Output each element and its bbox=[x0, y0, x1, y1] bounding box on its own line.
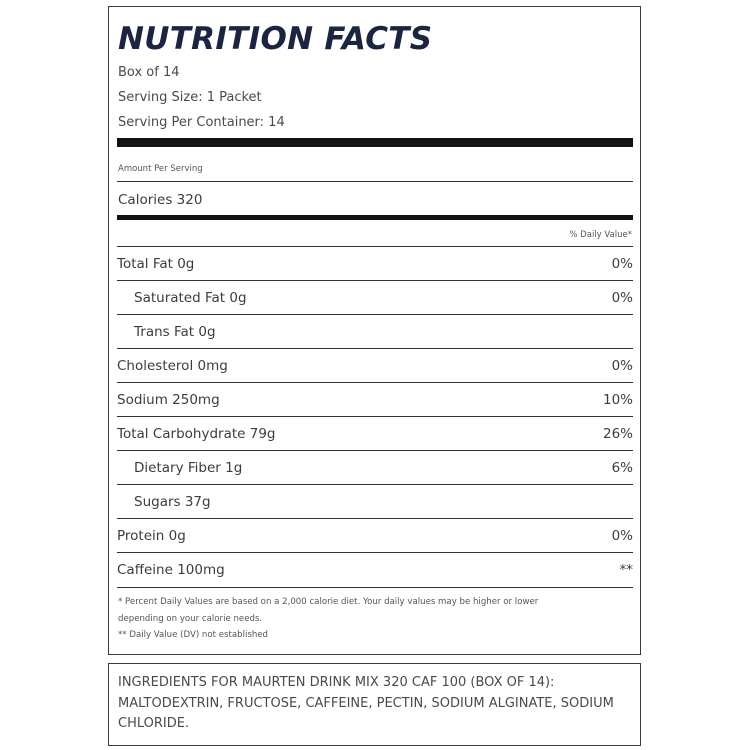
amount-per-serving-label: Amount Per Serving bbox=[118, 164, 203, 174]
footnote-daily-values: * Percent Daily Values are based on a 2,000 calorie diet. Your daily values may be higher or lower bbox=[118, 597, 539, 607]
nutrient-daily-value: 6% bbox=[611, 460, 633, 476]
servings-per-container: Serving Per Container: 14 bbox=[118, 115, 285, 130]
ingredients-text: INGREDIENTS FOR MAURTEN DRINK MIX 320 CAF 100 (BOX OF 14): MALTODEXTRIN, FRUCTOSE, CAFFEINE, PECTIN, SODIUM ALGINATE, SODIUM CHLORIDE. bbox=[118, 675, 614, 731]
nutrient-row bbox=[117, 417, 633, 451]
divider bbox=[117, 181, 633, 182]
box-count: Box of 14 bbox=[118, 65, 180, 80]
daily-value-header: % Daily Value* bbox=[569, 230, 632, 240]
nutrient-label: Trans Fat 0g bbox=[134, 324, 216, 340]
nutrient-row bbox=[117, 451, 633, 485]
medium-divider bbox=[117, 215, 633, 220]
nutrient-row bbox=[117, 519, 633, 553]
nutrient-label: Caffeine 100mg bbox=[117, 562, 225, 578]
nutrient-daily-value: 0% bbox=[611, 358, 633, 374]
nutrient-label: Total Fat 0g bbox=[117, 256, 195, 272]
nutrient-daily-value: 0% bbox=[611, 256, 633, 272]
nutrient-label: Cholesterol 0mg bbox=[117, 358, 228, 374]
thick-divider bbox=[117, 138, 633, 147]
serving-size: Serving Size: 1 Packet bbox=[118, 90, 262, 105]
nutrient-daily-value: 0% bbox=[611, 528, 633, 544]
nutrition-facts-panel bbox=[108, 6, 641, 655]
nutrient-row bbox=[117, 553, 633, 587]
nutrient-row bbox=[117, 247, 633, 281]
divider bbox=[117, 587, 633, 588]
nutrient-daily-value: 0% bbox=[611, 290, 633, 306]
nutrient-daily-value: 26% bbox=[602, 426, 633, 442]
nutrient-label: Sugars 37g bbox=[134, 494, 211, 510]
nutrient-label: Sodium 250mg bbox=[117, 392, 220, 408]
nutrition-facts-title: NUTRITION FACTS bbox=[118, 21, 433, 57]
nutrient-row bbox=[117, 383, 633, 417]
nutrient-label: Saturated Fat 0g bbox=[134, 290, 247, 306]
calories: Calories 320 bbox=[118, 192, 203, 208]
nutrient-daily-value: 10% bbox=[602, 392, 633, 408]
nutrient-row bbox=[117, 485, 633, 519]
nutrient-row bbox=[117, 349, 633, 383]
footnote-dv-not-established: ** Daily Value (DV) not established bbox=[118, 630, 269, 640]
nutrient-label: Total Carbohydrate 79g bbox=[117, 426, 276, 442]
nutrient-row bbox=[117, 315, 633, 349]
nutrient-daily-value: ** bbox=[619, 562, 633, 578]
footnote-calorie-needs: depending on your calorie needs. bbox=[118, 614, 263, 624]
ingredients-panel bbox=[108, 663, 641, 746]
nutrient-label: Protein 0g bbox=[117, 528, 186, 544]
nutrient-label: Dietary Fiber 1g bbox=[134, 460, 243, 476]
nutrient-row bbox=[117, 281, 633, 315]
